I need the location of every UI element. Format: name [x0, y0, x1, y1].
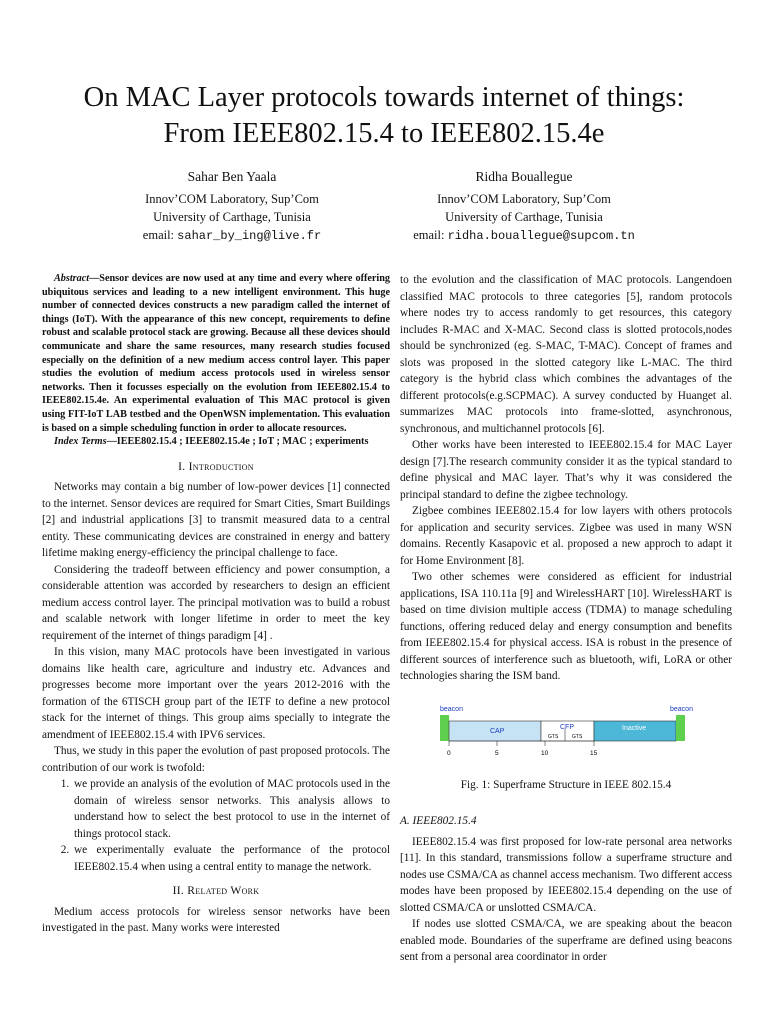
beacon-left-bar — [440, 715, 449, 741]
abstract-text: —Sensor devices are now used at any time and every where offering ubiquitous services and leading to a new intelligent environment. This huge number of connected devices constructs a new paradigm called the internet of things (IoT). With the appearance of this new concept, requirements to define robust and scalable protocol stack are growing. Because all these devices should communicate and share the same resources, many research studies focused especially on the definition of a new medium access control layer. This paper studies the evolution of medium access protocols used in wireless sensor networks. Then it focusses especially on the evolution from IEEE802.15.4 to IEEE802.15.4e. An experimental evaluation of This MAC protocol is given using FIT-IoT LAB testbed and the OpenWSN implementation. This evaluation is based on a simple scheduling function in order to allocate resources. — [42, 273, 390, 434]
paragraph: Networks may contain a big number of low-power devices [1] connected to the internet. Sensor devices are required for Smart Cities, Smart Buildings [2] and industrial applications [3] to transmit measured data to a central entity. These communicating devices are constrained in energy and battery lifetime making energy-efficiency the principal challenge to face. — [42, 481, 390, 560]
abstract — [42, 272, 390, 435]
author-email-line — [82, 226, 382, 245]
tick-label: 15 — [590, 749, 598, 757]
right-column — [400, 272, 732, 966]
paragraph: Other works have been interested to IEEE802.15.4 for MAC Layer design [7].The research community consider it as the typical standard to define physical and MAC layer. That’s why it was considered the principal standard to define the zigbee technology. — [400, 439, 732, 501]
index-label: Index Terms — [54, 436, 107, 448]
beacon-label: beacon — [670, 705, 693, 713]
index-text: —IEEE802.15.4 ; IEEE802.15.4e ; IoT ; MAC ; experiments — [106, 436, 369, 448]
abstract-label: Abstract — [54, 273, 90, 284]
title-line-1: On MAC Layer protocols towards internet of things: — [83, 82, 685, 113]
author-email[interactable]: sahar_by_ing@live.fr — [177, 229, 322, 243]
cap-label: CAP — [490, 727, 505, 735]
gts-label: GTS — [572, 733, 583, 740]
tick-label: 10 — [541, 749, 549, 757]
list-item: 1. we provide an analysis of the evolution of MAC protocols used in the domain of wireless sensor networks. This analysis allows to understand how to select the best protocol to use in the internet of things protocol stack. — [72, 776, 390, 842]
author-name: Sahar Ben Yaala — [187, 169, 277, 184]
author-block-2 — [374, 168, 674, 245]
superframe-diagram — [400, 703, 732, 769]
gts-label: GTS — [548, 733, 559, 740]
section-heading-introduction: I. Introduction — [178, 459, 254, 473]
author-affiliation: Innov’COM Laboratory, Sup’Com — [145, 192, 319, 206]
author-email[interactable]: ridha.bouallegue@supcom.tn — [447, 229, 635, 243]
index-terms — [42, 435, 390, 449]
superframe-figure — [400, 703, 732, 769]
tick-label: 5 — [495, 749, 499, 757]
beacon-right-bar — [676, 715, 685, 741]
beacon-label: beacon — [440, 705, 463, 713]
figure-caption: Fig. 1: Superframe Structure in IEEE 802.15.4 — [460, 778, 672, 791]
paragraph: IEEE802.15.4 was first proposed for low-rate personal area networks [11]. In this standard, transmissions follow a superframe structure and nodes use CSMA/CA as channel access mechanism. Two different access modes have been proposed by IEEE802.15.4 depending on the use of slotted CSMA/CA or unslotted CSMA/CA. — [400, 835, 732, 914]
paragraph: In this vision, many MAC protocols have been investigated in various domains like health care, agriculture and industry etc. Advances and progresses become more important over the years 2012-2016 with the formation of the 6TISCH group part of the IETF to define a new protocol stack for the internet of things. This group aims specially to integrate the amendment of IEEE802.15.4 with IPV6 services. — [42, 646, 390, 741]
paragraph: Zigbee combines IEEE802.15.4 for low layers with others protocols for application and security services. Zigbee was used in many WSN domains. Recently Kasapovic et al. proposed a new approch to adapt it for Home Environment [8]. — [400, 505, 732, 567]
inactive-label: Inactive — [622, 724, 647, 732]
paragraph: Considering the tradeoff between efficiency and power consumption, a considerable attention was accorded by researchers to design an efficient medium access control layer. The principal motivation was to build a robust and scalable network with longer lifetime in order to meet the key requirement of the internet of things paradigm [4] . — [42, 563, 390, 642]
contribution-list — [42, 776, 390, 875]
list-item: 2. we experimentally evaluate the performance of the protocol IEEE802.15.4 when using a central entity to manage the network. — [72, 842, 390, 875]
paragraph: Two other schemes were considered as efficient for industrial applications, ISA 110.11a [9] and WirelessHART [10]. WirelessHART is based on time division multiple access (TDMA) to manage scheduling functions, offering reduced delay and energy consumption and benefits from IEEE802.15.4 for physical access. ISA is robust in the presence of different sources of interference such as bluetooth, wifi, LoRA or other technologies sharing the ISM band. — [400, 571, 732, 682]
email-label: email: — [142, 228, 175, 242]
author-university: University of Carthage, Tunisia — [445, 210, 603, 224]
section-heading-related-work: II. Related Work — [172, 884, 260, 898]
title-line-2: From IEEE802.15.4 to IEEE802.15.4e — [163, 118, 605, 149]
subsection-heading: A. IEEE802.15.4 — [400, 815, 477, 827]
author-email-line — [374, 226, 674, 245]
author-university: University of Carthage, Tunisia — [153, 210, 311, 224]
author-name: Ridha Bouallegue — [475, 169, 573, 184]
left-column — [42, 272, 390, 937]
paragraph: Thus, we study in this paper the evolution of past proposed protocols. The contribution of our work is twofold: — [42, 745, 390, 774]
cfp-label: CFP — [560, 723, 574, 731]
paper-title — [0, 80, 768, 152]
author-affiliation: Innov’COM Laboratory, Sup’Com — [437, 192, 611, 206]
tick-label: 0 — [447, 749, 451, 757]
paragraph: Medium access protocols for wireless sensor networks have been investigated in the past. Many works were interested — [42, 905, 390, 935]
paragraph: to the evolution and the classification of MAC protocols. Langendoen classified MAC protocols to three categories [5], random protocols where nodes try to access randomly to get resources, this category includes R-MAC and X-MAC. Second class is slotted protocols,nodes should be synchronized (eg. S-MAC, T-MAC). Concept of frames and slots was proposed in the slotted category like L-MAC. The third category is the hybrid class which combines the advantages of the different protocols(e.g.SCPMAC). A survey conducted by Huanget al. summarizes MAC protocols into frame-slotted, asynchronous, synchronous, and multichannel protocols [6]. — [400, 274, 732, 435]
paragraph: If nodes use slotted CSMA/CA, we are speaking about the beacon enabled mode. Boundaries of the superframe are defined using beacons sent from a personal area coordinator in order — [400, 918, 732, 963]
author-block-1 — [82, 168, 382, 245]
email-label: email: — [413, 228, 445, 242]
